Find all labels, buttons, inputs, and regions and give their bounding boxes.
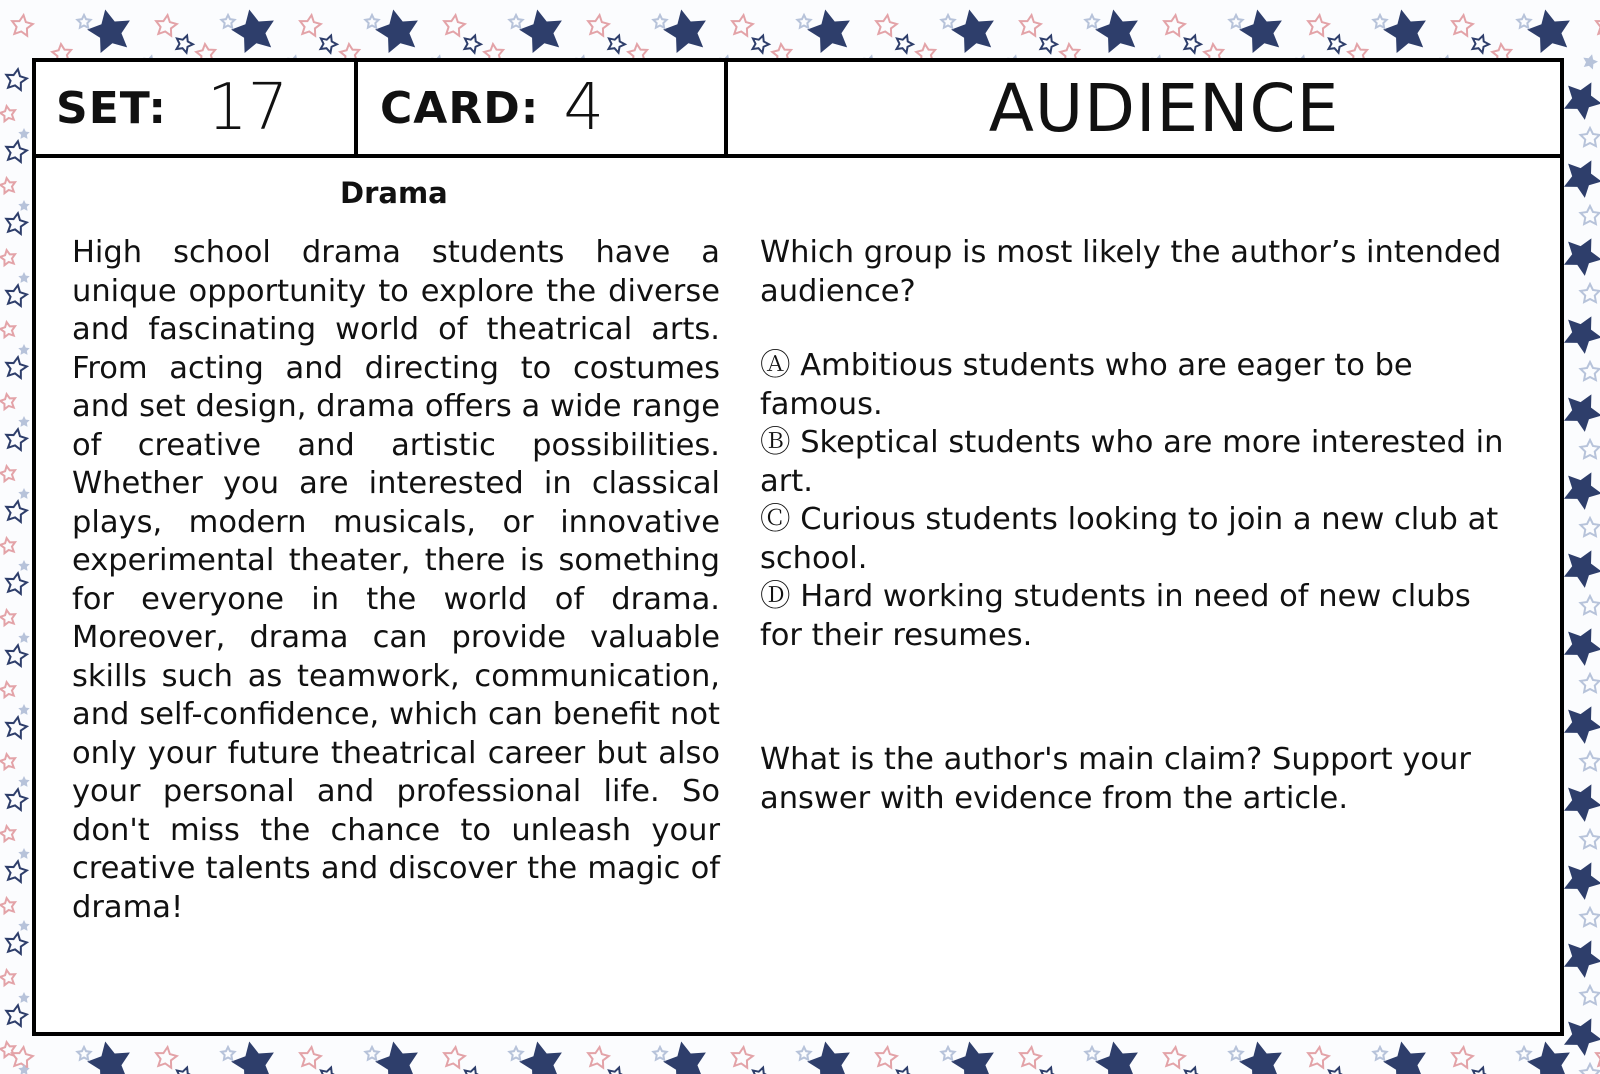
star-decoration-icon <box>442 14 465 37</box>
star-decoration-icon <box>84 5 135 55</box>
star-decoration-icon <box>1594 1046 1600 1069</box>
star-decoration-icon <box>442 1046 465 1069</box>
star-decoration-icon <box>948 5 999 55</box>
star-decoration-icon <box>4 283 28 306</box>
star-decoration-icon <box>948 1037 999 1074</box>
star-decoration-icon <box>365 1047 378 1060</box>
star-decoration-icon <box>1373 15 1386 28</box>
star-decoration-icon <box>1581 908 1600 926</box>
star-decoration-icon <box>18 560 29 571</box>
star-decoration-icon <box>1018 1046 1041 1069</box>
star-decoration-icon <box>0 321 17 338</box>
star-decoration-icon <box>4 427 28 450</box>
star-decoration-icon <box>4 67 28 90</box>
star-decoration-icon <box>1373 1047 1386 1060</box>
star-decoration-icon <box>1594 14 1600 37</box>
star-decoration-icon <box>586 14 609 37</box>
star-decoration-icon <box>804 1037 855 1074</box>
star-decoration-icon <box>653 15 666 28</box>
star-decoration-icon <box>1517 15 1530 28</box>
star-decoration-icon <box>1581 596 1600 614</box>
star-decoration-icon <box>18 128 29 139</box>
star-decoration-icon <box>228 5 279 55</box>
passage-text: High school drama students have a unique opportunity to explore the diverse and fascinating world of theatrical arts. From acting and directing to costumes and set design, drama offers a wide range of creative and artistic possibilities. Whether you are interested in classical plays, modern musicals, or innovative experimental theater, there is something for everyone in the world of drama. Moreover, drama can provide valuable skills such as teamwork, communication, and self-confidence, which can benefit not only your future theatrical career but also your personal and professional life. So don't miss the chance to unleash your creative talents and discover the magic of drama! <box>72 235 720 925</box>
star-decoration-icon <box>365 15 378 28</box>
star-decoration-icon <box>1325 1065 1347 1074</box>
star-decoration-icon <box>298 14 321 37</box>
star-decoration-icon <box>4 139 28 162</box>
star-decoration-icon <box>77 15 90 28</box>
star-decoration-icon <box>1581 362 1600 380</box>
star-decoration-icon <box>4 571 28 594</box>
star-decoration-icon <box>941 1047 954 1060</box>
star-decoration-icon <box>4 355 28 378</box>
star-decoration-icon <box>797 15 810 28</box>
answer-option-d: Ⓓ Hard working students in need of new clubs for their resumes. <box>760 579 1471 653</box>
star-decoration-icon <box>77 1047 90 1060</box>
star-decoration-icon <box>1236 1037 1287 1074</box>
star-decoration-icon <box>18 704 29 715</box>
star-decoration-icon <box>0 969 17 986</box>
star-decoration-icon <box>516 5 567 55</box>
card-topic-title: AUDIENCE <box>988 69 1340 147</box>
star-decoration-icon <box>4 211 28 234</box>
star-decoration-icon <box>660 1037 711 1074</box>
star-decoration-icon <box>797 1047 810 1060</box>
star-decoration-icon <box>1581 128 1600 146</box>
star-decoration-icon <box>1085 1047 1098 1060</box>
star-decoration-icon <box>317 33 339 54</box>
star-decoration-icon <box>1092 5 1143 55</box>
claim-prompt: What is the author's main claim? Support your answer with evidence from the article. <box>760 742 1471 816</box>
card-number: 4 <box>563 71 605 145</box>
star-decoration-icon <box>605 33 627 54</box>
star-decoration-icon <box>730 14 753 37</box>
star-decoration-icon <box>154 1046 177 1069</box>
star-decoration-icon <box>1162 14 1185 37</box>
star-decoration-icon <box>1037 1065 1059 1074</box>
star-decoration-icon <box>317 1065 339 1074</box>
star-decoration-icon <box>605 1065 627 1074</box>
star-decoration-icon <box>1517 1047 1530 1060</box>
star-decoration-icon <box>1181 1065 1203 1074</box>
star-decoration-icon <box>893 1065 915 1074</box>
star-decoration-icon <box>1085 15 1098 28</box>
star-decoration-icon <box>221 15 234 28</box>
star-decoration-icon <box>1581 52 1599 70</box>
answer-option-a: Ⓐ Ambitious students who are eager to be famous. <box>760 348 1413 422</box>
star-decoration-icon <box>749 1065 771 1074</box>
star-decoration-icon <box>1325 33 1347 54</box>
star-decoration-icon <box>1469 33 1491 54</box>
star-decoration-icon <box>1581 674 1600 692</box>
star-decoration-icon <box>804 5 855 55</box>
star-decoration-icon <box>0 249 17 266</box>
star-decoration-icon <box>4 859 28 882</box>
star-decoration-icon <box>18 632 29 643</box>
star-decoration-icon <box>893 33 915 54</box>
star-decoration-icon <box>18 488 29 499</box>
star-decoration-icon <box>4 715 28 738</box>
set-label: SET: <box>56 82 167 134</box>
star-decoration-icon <box>874 1046 897 1069</box>
task-card <box>32 58 1564 1036</box>
star-decoration-icon <box>1306 1046 1329 1069</box>
star-decoration-icon <box>18 992 29 1003</box>
question-prompt: Which group is most likely the author’s intended audience? <box>760 235 1502 309</box>
star-decoration-icon <box>0 753 17 770</box>
star-decoration-icon <box>0 393 17 410</box>
star-decoration-icon <box>228 1037 279 1074</box>
star-decoration-icon <box>1229 1047 1242 1060</box>
star-decoration-icon <box>509 15 522 28</box>
star-decoration-icon <box>1581 752 1600 770</box>
star-decoration-icon <box>653 1047 666 1060</box>
star-decoration-icon <box>0 609 17 626</box>
star-decoration-icon <box>1469 1065 1491 1074</box>
star-decoration-icon <box>173 33 195 54</box>
star-decoration-icon <box>1581 440 1600 458</box>
star-decoration-icon <box>1181 33 1203 54</box>
star-decoration-icon <box>221 1047 234 1060</box>
card-header <box>36 62 1560 158</box>
star-decoration-icon <box>372 1037 423 1074</box>
star-decoration-icon <box>18 848 29 859</box>
answer-option-c: Ⓒ Curious students looking to join a new club at school. <box>760 502 1499 576</box>
star-decoration-icon <box>0 105 17 122</box>
star-decoration-icon <box>1037 33 1059 54</box>
star-decoration-icon <box>1306 14 1329 37</box>
star-decoration-icon <box>173 1065 195 1074</box>
star-decoration-icon <box>730 1046 753 1069</box>
star-decoration-icon <box>18 416 29 427</box>
card-cell <box>358 62 728 154</box>
star-decoration-icon <box>18 776 29 787</box>
question-panel <box>760 234 1520 818</box>
star-decoration-icon <box>509 1047 522 1060</box>
star-decoration-icon <box>372 5 423 55</box>
star-decoration-icon <box>874 14 897 37</box>
star-decoration-icon <box>1236 5 1287 55</box>
star-decoration-icon <box>660 5 711 55</box>
star-decoration-icon <box>18 272 29 283</box>
star-decoration-icon <box>18 344 29 355</box>
star-decoration-icon <box>461 1065 483 1074</box>
card-label: CARD: <box>380 82 540 134</box>
star-decoration-icon <box>298 1046 321 1069</box>
star-decoration-icon <box>4 499 28 522</box>
star-decoration-icon <box>1450 1046 1473 1069</box>
star-decoration-icon <box>1380 1037 1431 1074</box>
star-decoration-icon <box>154 14 177 37</box>
passage-title: Drama <box>340 176 448 210</box>
star-decoration-icon <box>1581 830 1600 848</box>
star-decoration-icon <box>516 1037 567 1074</box>
star-decoration-icon <box>1450 14 1473 37</box>
star-decoration-icon <box>4 931 28 954</box>
star-decoration-icon <box>0 897 17 914</box>
star-decoration-icon <box>18 920 29 931</box>
star-decoration-icon <box>0 177 17 194</box>
star-decoration-icon <box>4 1003 28 1026</box>
star-decoration-icon <box>18 200 29 211</box>
answer-option-b: Ⓑ Skeptical students who are more interested in art. <box>760 425 1504 499</box>
star-decoration-icon <box>0 465 17 482</box>
star-decoration-icon <box>1229 15 1242 28</box>
star-decoration-icon <box>1018 14 1041 37</box>
star-decoration-icon <box>84 1037 135 1074</box>
star-decoration-icon <box>1524 5 1575 55</box>
star-decoration-icon <box>1581 986 1600 1004</box>
star-decoration-icon <box>1162 1046 1185 1069</box>
star-decoration-icon <box>4 787 28 810</box>
star-decoration-icon <box>0 537 17 554</box>
star-decoration-icon <box>461 33 483 54</box>
star-decoration-icon <box>1581 518 1600 536</box>
star-decoration-icon <box>1092 1037 1143 1074</box>
set-cell <box>36 62 358 154</box>
star-decoration-icon <box>0 681 17 698</box>
star-decoration-icon <box>1581 206 1600 224</box>
star-decoration-icon <box>749 33 771 54</box>
star-decoration-icon <box>1581 284 1600 302</box>
star-decoration-icon <box>1380 5 1431 55</box>
star-decoration-icon <box>586 1046 609 1069</box>
set-number: 17 <box>206 71 289 145</box>
star-decoration-icon <box>0 825 17 842</box>
star-decoration-icon <box>941 15 954 28</box>
star-decoration-icon <box>10 14 33 37</box>
title-cell <box>728 62 1560 154</box>
star-decoration-icon <box>1581 1064 1600 1074</box>
star-decoration-icon <box>4 643 28 666</box>
star-decoration-icon <box>0 1041 17 1058</box>
